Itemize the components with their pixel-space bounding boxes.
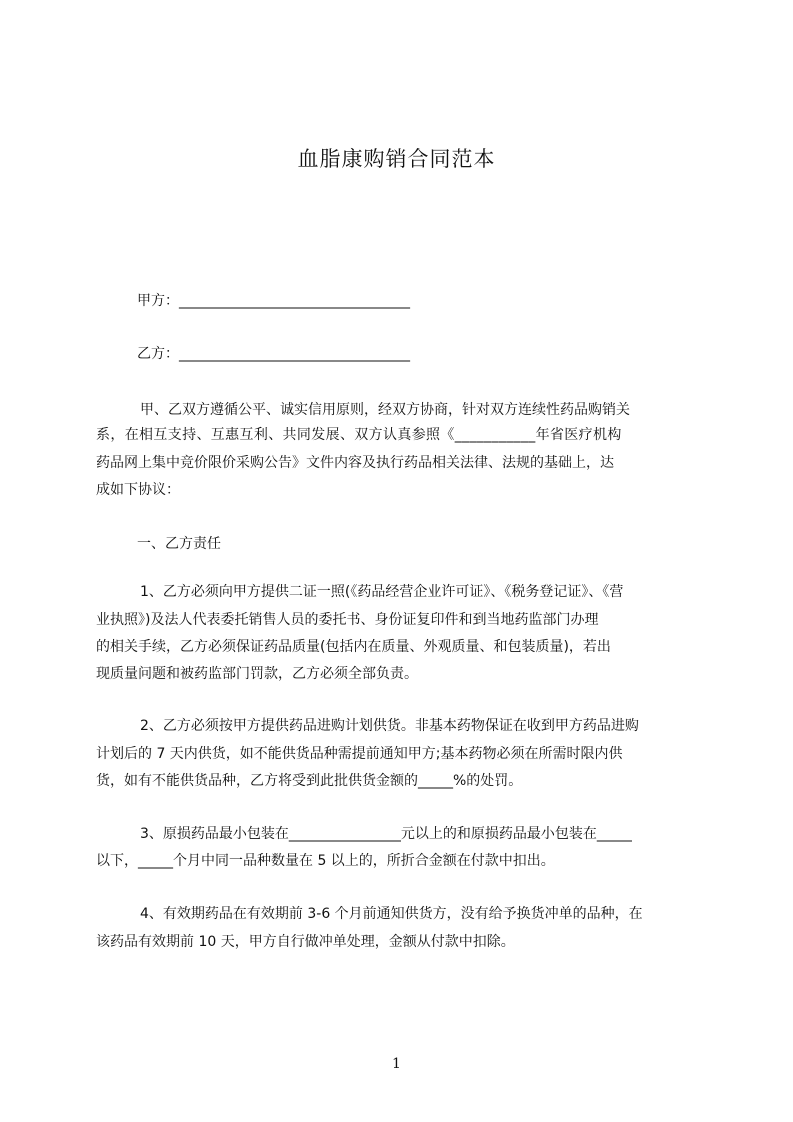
intro-line-1: 甲、乙双方遵循公平、诚实信用原则，经双方协商，针对双方连续性药品购销关 xyxy=(140,402,630,418)
document-title: 血脂康购销合同范本 xyxy=(297,147,496,171)
clause-4-line-2: 该药品有效期前 10 天，甲方自行做冲单处理，金额从付款中扣除。 xyxy=(96,934,515,950)
clause-1-line-4: 现质量问题和被药监部门罚款，乙方必须全部负责。 xyxy=(96,666,418,682)
clause-1-line-1: 1、乙方必须向甲方提供二证一照(《药品经营企业许可证》、《税务登记证》、《营 xyxy=(140,584,624,600)
intro-line-4: 成如下协议： xyxy=(96,482,180,498)
clause-3-line-1: 3、原损药品最小包装在________________元以上的和原损药品最小包装在_____ xyxy=(140,826,632,842)
party-b-line: 乙方：_________________________________ xyxy=(137,346,410,362)
section-heading: 一、乙方责任 xyxy=(137,536,221,552)
clause-2-line-3: 货，如有不能供货品种，乙方将受到此批供货金额的_____%的处罚。 xyxy=(96,773,523,789)
intro-line-2: 系，在相互支持、互惠互利、共同发展、双方认真参照《___________年省医疗机构 xyxy=(96,427,622,443)
clause-2-line-2: 计划后的 7 天内供货，如不能供货品种需提前通知甲方;基本药物必须在所需时限内供 xyxy=(96,746,623,762)
clause-3-line-2: 以下，_____个月中同一品种数量在 5 以上的，所折合金额在付款中扣出。 xyxy=(96,853,555,869)
clause-1-line-3: 的相关手续，乙方必须保证药品质量(包括内在质量、外观质量、和包装质量)，若出 xyxy=(96,639,611,655)
intro-line-3: 药品网上集中竞价限价采购公告》文件内容及执行药品相关法律、法规的基础上，达 xyxy=(96,455,614,471)
clause-2-line-1: 2、乙方必须按甲方提供药品进购计划供货。非基本药物保证在收到甲方药品进购 xyxy=(140,718,639,734)
clause-4-line-1: 4、有效期药品在有效期前 3-6 个月前通知供货方，没有给予换货冲单的品种，在 xyxy=(140,906,643,922)
page-number: 1 xyxy=(392,1056,401,1072)
clause-1-line-2: 业执照》)及法人代表委托销售人员的委托书、身份证复印件和到当地药监部门办理 xyxy=(96,612,599,628)
party-a-line: 甲方：_________________________________ xyxy=(137,293,410,309)
